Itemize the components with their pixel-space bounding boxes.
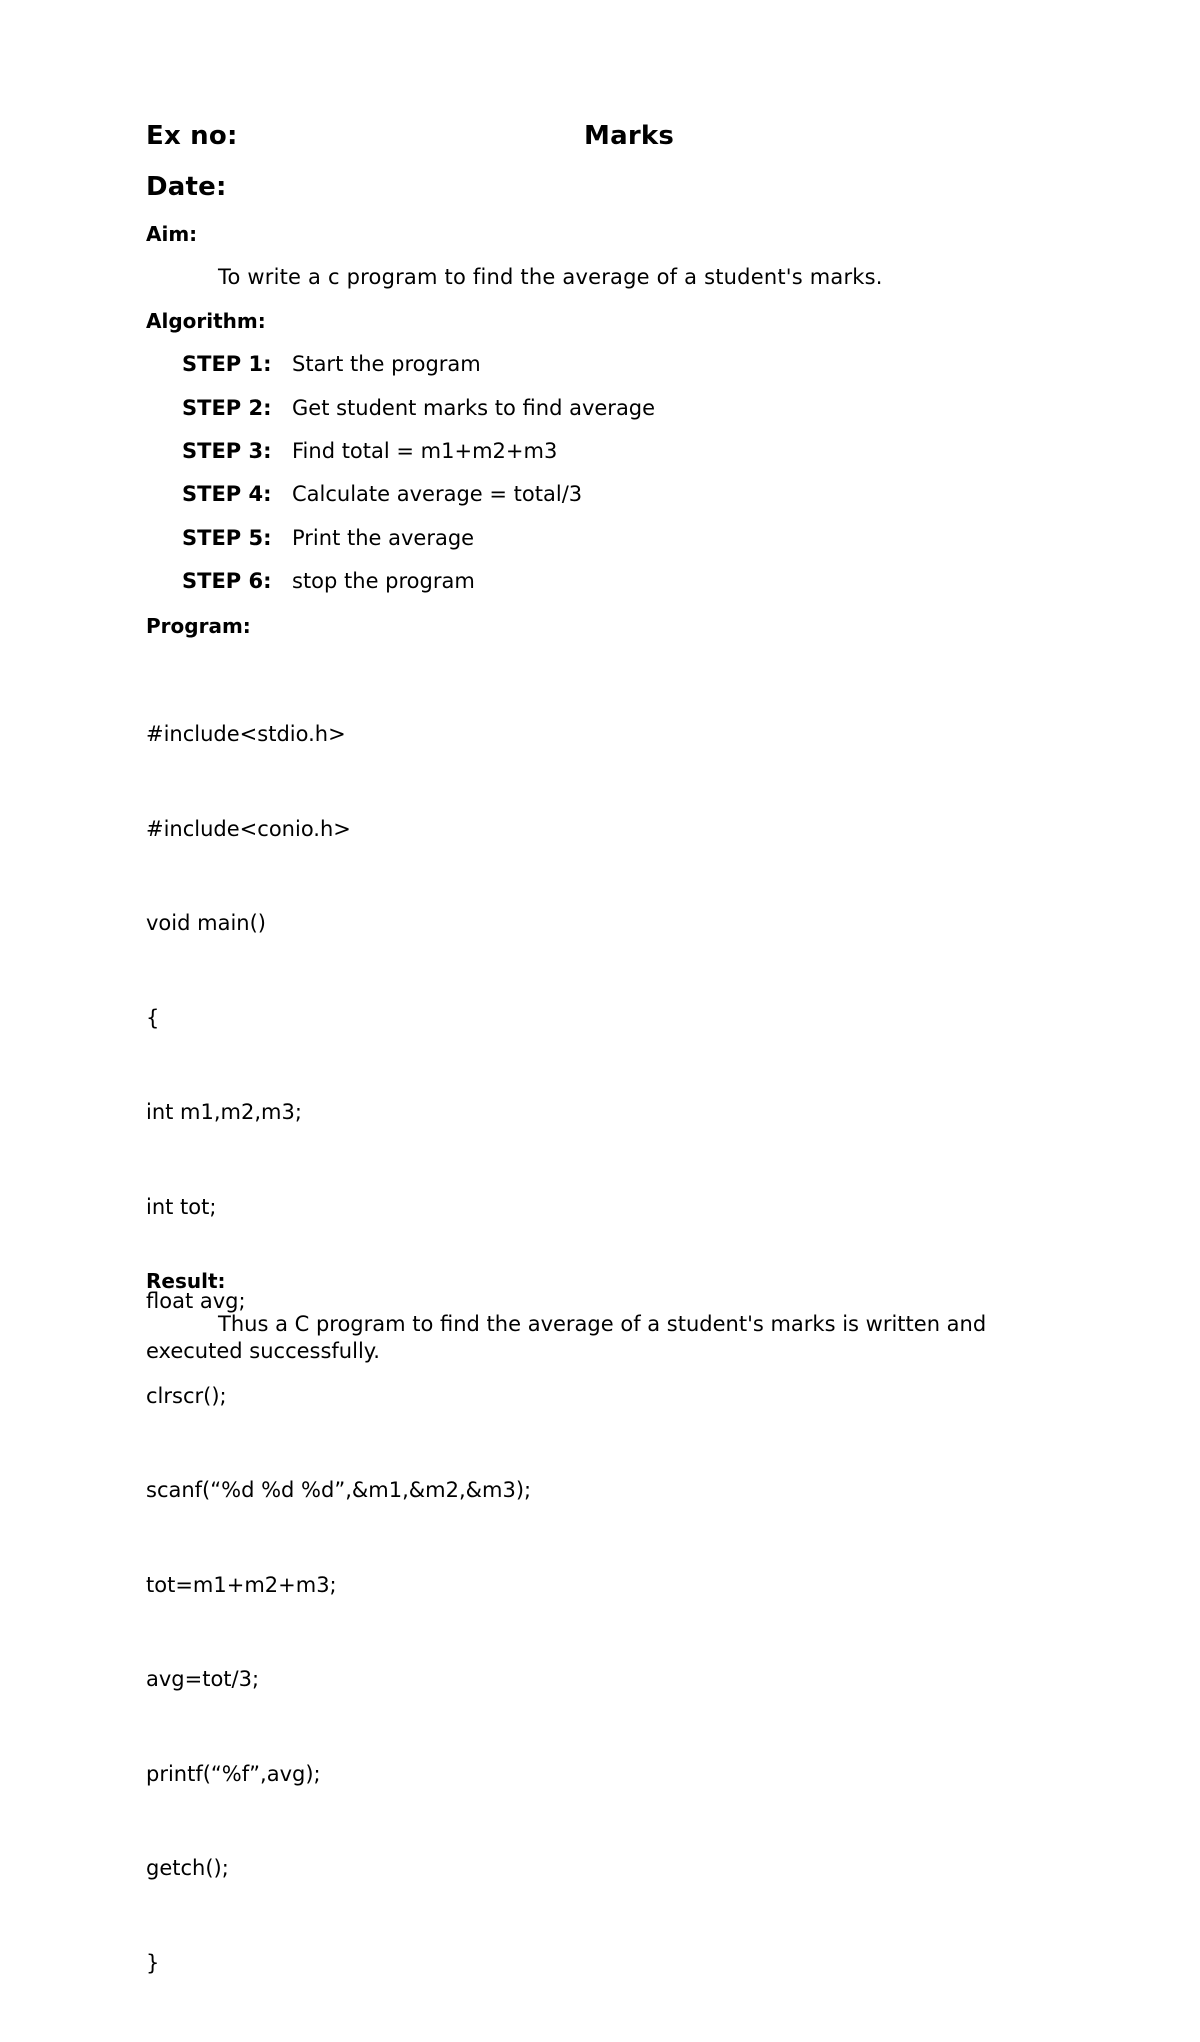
code-line: getch();	[146, 1856, 229, 1880]
aim-text: To write a c program to find the average of a student's marks.	[218, 265, 883, 289]
step-label: STEP 2:	[182, 396, 272, 420]
code-line: printf(“%f”,avg);	[146, 1761, 321, 1786]
step-text: stop the program	[292, 569, 475, 593]
step-text: Start the program	[292, 352, 481, 376]
step-text: Calculate average = total/3	[292, 482, 583, 506]
step-label: STEP 6:	[182, 569, 272, 593]
program-heading: Program:	[146, 614, 251, 638]
algorithm-step	[182, 352, 481, 376]
code-line: {	[146, 1005, 160, 1030]
code-line: scanf(“%d %d %d”,&m1,&m2,&m3);	[146, 1478, 532, 1502]
algorithm-step	[182, 396, 655, 420]
code-line: int tot;	[146, 1194, 217, 1219]
code-line: avg=tot/3;	[146, 1667, 260, 1691]
aim-heading: Aim:	[146, 222, 198, 246]
algorithm-step	[182, 569, 475, 593]
step-text: Find total = m1+m2+m3	[292, 439, 558, 463]
code-line: void main()	[146, 911, 266, 935]
code-line: int m1,m2,m3;	[146, 1100, 302, 1124]
page-title: Marks	[584, 121, 675, 151]
step-label: STEP 1:	[182, 352, 272, 376]
step-text: Print the average	[292, 526, 475, 550]
step-label: STEP 5:	[182, 526, 272, 550]
algorithm-step	[182, 526, 474, 550]
step-label: STEP 4:	[182, 482, 272, 506]
algorithm-step	[182, 439, 557, 463]
code-line: }	[146, 1950, 160, 1975]
result-text: Thus a C program to find the average of a student's marks is written and executed successfully.	[146, 1312, 987, 1363]
code-line: #include<conio.h>	[146, 816, 351, 841]
algorithm-step	[182, 482, 582, 506]
result-heading: Result:	[146, 1269, 226, 1293]
code-line: #include<stdio.h>	[146, 722, 346, 746]
code-line: float avg;	[146, 1289, 246, 1313]
algorithm-heading: Algorithm:	[146, 309, 266, 333]
date-label: Date:	[146, 172, 227, 202]
code-line: clrscr();	[146, 1383, 227, 1408]
code-line: tot=m1+m2+m3;	[146, 1572, 337, 1597]
step-label: STEP 3:	[182, 439, 272, 463]
ex-no-label: Ex no:	[146, 121, 238, 151]
step-text: Get student marks to find average	[292, 396, 656, 420]
